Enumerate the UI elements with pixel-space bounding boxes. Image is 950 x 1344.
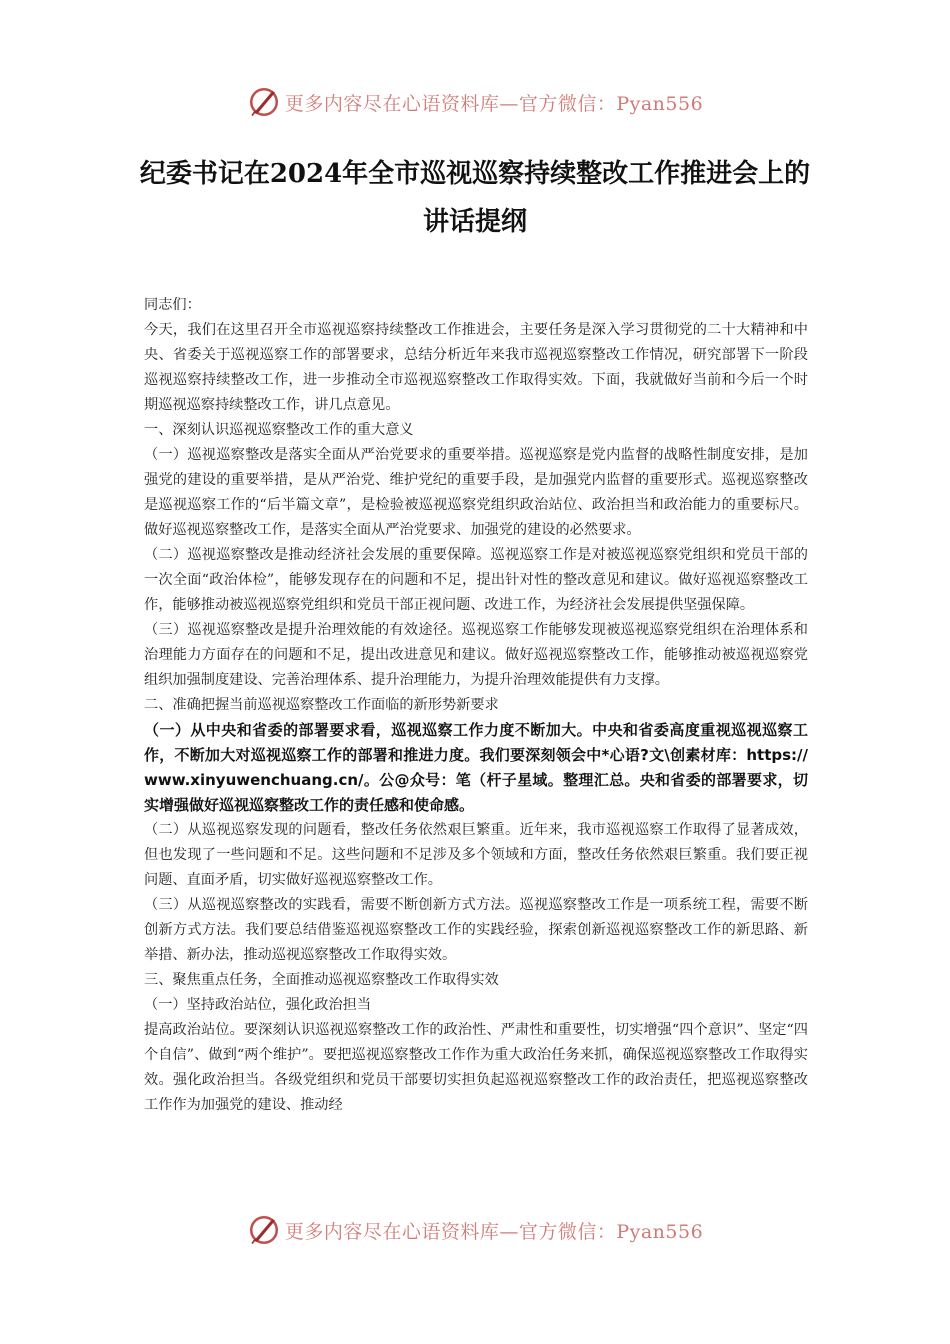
- watermark-text: 更多内容尽在心语资料库—官方微信：Pyan556: [284, 1220, 704, 1243]
- section-heading-3: 三、聚焦重点任务，全面推动巡视巡察整改工作取得实效: [144, 972, 499, 988]
- document-body: [144, 293, 808, 1118]
- intro-paragraph: 今天，我们在这里召开全市巡视巡察持续整改工作推进会，主要任务是深入学习贯彻党的二十大精神和中央、省委关于巡视巡察工作的部署要求，总结分析近年来我市巡视巡察整改工作情况，研究部署下一阶段巡视巡察持续整改工作，进一步推动全市巡视巡察整改工作取得实效。下面，我就做好当前和今后一个时期巡视巡察持续整改工作，讲几点意见。: [144, 322, 808, 413]
- paragraph-2-3: （三）从巡视巡察整改的实践看，需要不断创新方式方法。巡视巡察整改工作是一项系统工程，需要不断创新方式方法。我们要总结借鉴巡视巡察整改工作的实践经验，探索创新巡视巡察整改工作的新思路、新举措、新办法，推动巡视巡察整改工作取得实效。: [144, 897, 808, 963]
- paragraph-1-1: （一）巡视巡察整改是落实全面从严治党要求的重要举措。巡视巡察是党内监督的战略性制度安排，是加强党的建设的重要举措，是从严治党、维护党纪的重要手段，是加强党内监督的重要形式。巡视巡察整改是巡视巡察工作的“后半篇文章”，是检验被巡视巡察党组织政治站位、政治担当和政治能力的重要标尺。做好巡视巡察整改工作，是落实全面从严治党要求、加强党的建设的必然要求。: [144, 447, 808, 538]
- subheading-3-1: （一）坚持政治站位，强化政治担当: [144, 997, 372, 1013]
- section-heading-1: 一、深刻认识巡视巡察整改工作的重大意义: [144, 422, 414, 438]
- quill-logo-icon: [247, 1213, 281, 1247]
- paragraph-3-1: 提高政治站位。要深刻认识巡视巡察整改工作的政治性、严肃性和重要性，切实增强“四个意识”、坚定“四个自信”、做到“两个维护”。要把巡视巡察整改工作作为重大政治任务来抓，确保巡视巡察整改工作取得实效。强化政治担当。各级党组织和党员干部要切实担负起巡视巡察整改工作的政治责任，把巡视巡察整改工作作为加强党的建设、推动经: [144, 1022, 808, 1113]
- paragraph-1-2: （二）巡视巡察整改是推动经济社会发展的重要保障。巡视巡察工作是对被巡视巡察党组织和党员干部的一次全面“政治体检”，能够发现存在的问题和不足，提出针对性的整改意见和建议。做好巡视巡察整改工作，能够推动被巡视巡察党组织和党员干部正视问题、改进工作，为经济社会发展提供坚强保障。: [144, 547, 808, 613]
- document-title: 纪委书记在2024年全市巡视巡察持续整改工作推进会上的讲话提纲: [139, 159, 811, 237]
- paragraph-2-2: （二）从巡视巡察发现的问题看，整改任务依然艰巨繁重。近年来，我市巡视巡察工作取得了显著成效，但也发现了一些问题和不足。这些问题和不足涉及多个领域和方面，整改任务依然艰巨繁重。我们要正视问题、直面矛盾，切实做好巡视巡察整改工作。: [144, 822, 808, 888]
- quill-logo-icon: [247, 85, 281, 119]
- section-heading-2: 二、准确把握当前巡视巡察整改工作面临的新形势新要求: [144, 697, 499, 713]
- salutation: 同志们：: [144, 297, 201, 313]
- watermark-text: 更多内容尽在心语资料库—官方微信：Pyan556: [284, 92, 704, 115]
- footer-watermark: [0, 1210, 950, 1250]
- paragraph-2-1-bold: （一）从中央和省委的部署要求看，巡视巡察工作力度不断加大。中央和省委高度重视巡视巡察工作，不断加大对巡视巡察工作的部署和推进力度。我们要深刻领会中*心语?文\创素材库：https://www.xinyuwenchuang.cn/。公@众号：笔（杆子星域。整理汇总。央和省委的部署要求，切实增强做好巡视巡察整改工作的责任感和使命感。: [144, 721, 808, 814]
- paragraph-1-3: （三）巡视巡察整改是提升治理效能的有效途径。巡视巡察工作能够发现被巡视巡察党组织在治理体系和治理能力方面存在的问题和不足，提出改进意见和建议。做好巡视巡察整改工作，能够推动被巡视巡察党组织加强制度建设、完善治理体系、提升治理能力，为提升治理效能提供有力支撑。: [144, 622, 808, 688]
- header-watermark: [0, 82, 950, 122]
